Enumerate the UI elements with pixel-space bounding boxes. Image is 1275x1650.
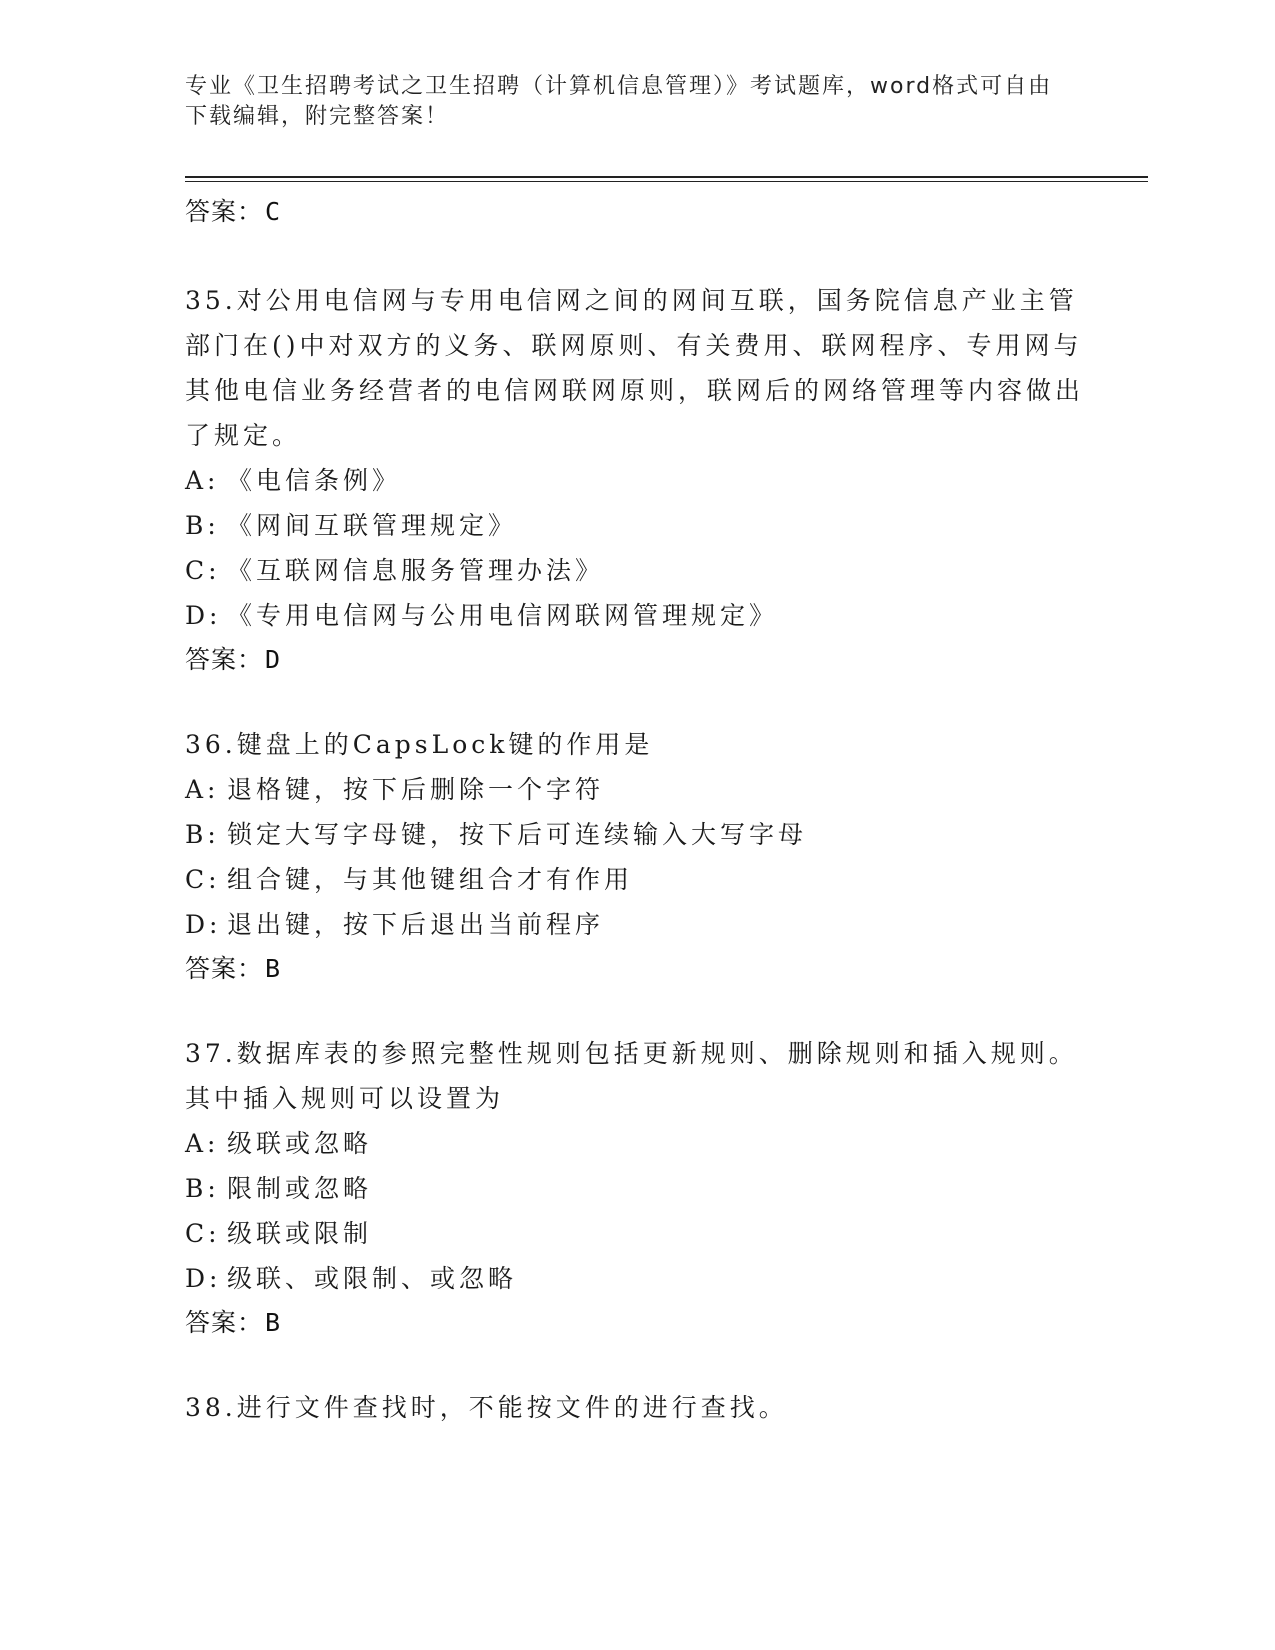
option-text: 级联、或限制、或忽略 (227, 1264, 518, 1293)
option-key: A: (185, 466, 220, 495)
option-key: B: (185, 820, 220, 849)
document-body (185, 190, 1085, 1430)
question-38 (185, 1385, 1085, 1430)
option-key: D: (185, 910, 222, 939)
option-text: 《网间互联管理规定》 (227, 511, 518, 540)
option-key: D: (185, 601, 222, 630)
answer-label: 答案： (185, 1308, 264, 1337)
question-stem: 36.键盘上的CapsLock键的作用是 (185, 730, 654, 759)
option-a (185, 458, 1085, 503)
header-divider-thick (185, 176, 1148, 178)
answer-value: B (265, 1308, 282, 1337)
option-key: B: (185, 1174, 220, 1203)
document-header: 专业《卫生招聘考试之卫生招聘（计算机信息管理）》考试题库，word格式可自由下载编辑，附完整答案！ (185, 74, 1053, 129)
option-d (185, 1256, 1085, 1301)
option-a (185, 1121, 1085, 1166)
option-key: C: (185, 865, 221, 894)
option-d (185, 593, 1085, 638)
header-divider-thin (185, 181, 1148, 182)
answer-line (185, 190, 1085, 234)
option-b (185, 503, 1085, 548)
answer-line (185, 1301, 1085, 1345)
option-d (185, 902, 1085, 947)
option-text: 组合键，与其他键组合才有作用 (227, 865, 634, 894)
option-a (185, 767, 1085, 812)
option-key: A: (185, 1129, 220, 1158)
question-stem: 35.对公用电信网与专用电信网之间的网间互联，国务院信息产业主管部门在()中对双方的义务、联网原则、有关费用、联网程序、专用网与其他电信业务经营者的电信网联网原则，联网后的网络管理等内容做出了规定。 (185, 286, 1085, 450)
answer-value: C (265, 197, 282, 226)
option-text: 限制或忽略 (227, 1174, 373, 1203)
option-text: 《互联网信息服务管理办法》 (227, 556, 605, 585)
option-text: 级联或忽略 (227, 1129, 373, 1158)
option-text: 锁定大写字母键，按下后可连续输入大写字母 (227, 820, 808, 849)
option-key: A: (185, 775, 220, 804)
option-c (185, 857, 1085, 902)
option-text: 退格键，按下后删除一个字符 (227, 775, 605, 804)
question-stem: 38.进行文件查找时，不能按文件的进行查找。 (185, 1393, 788, 1422)
answer-label: 答案： (185, 954, 264, 983)
option-key: B: (185, 511, 220, 540)
question-36 (185, 722, 1085, 991)
option-c (185, 548, 1085, 593)
option-key: C: (185, 1219, 221, 1248)
option-text: 级联或限制 (227, 1219, 373, 1248)
answer-line (185, 638, 1085, 682)
answer-label: 答案： (185, 645, 264, 674)
answer-label: 答案： (185, 197, 264, 226)
question-35 (185, 278, 1085, 682)
option-b (185, 812, 1085, 857)
option-key: C: (185, 556, 221, 585)
option-c (185, 1211, 1085, 1256)
option-b (185, 1166, 1085, 1211)
answer-value: B (265, 954, 282, 983)
answer-value: D (265, 645, 282, 674)
option-text: 《专用电信网与公用电信网联网管理规定》 (227, 601, 779, 630)
option-key: D: (185, 1264, 222, 1293)
option-text: 退出键，按下后退出当前程序 (227, 910, 605, 939)
option-text: 《电信条例》 (227, 466, 402, 495)
question-stem: 37.数据库表的参照完整性规则包括更新规则、删除规则和插入规则。其中插入规则可以设置为 (185, 1039, 1078, 1113)
question-37 (185, 1031, 1085, 1345)
answer-line (185, 947, 1085, 991)
